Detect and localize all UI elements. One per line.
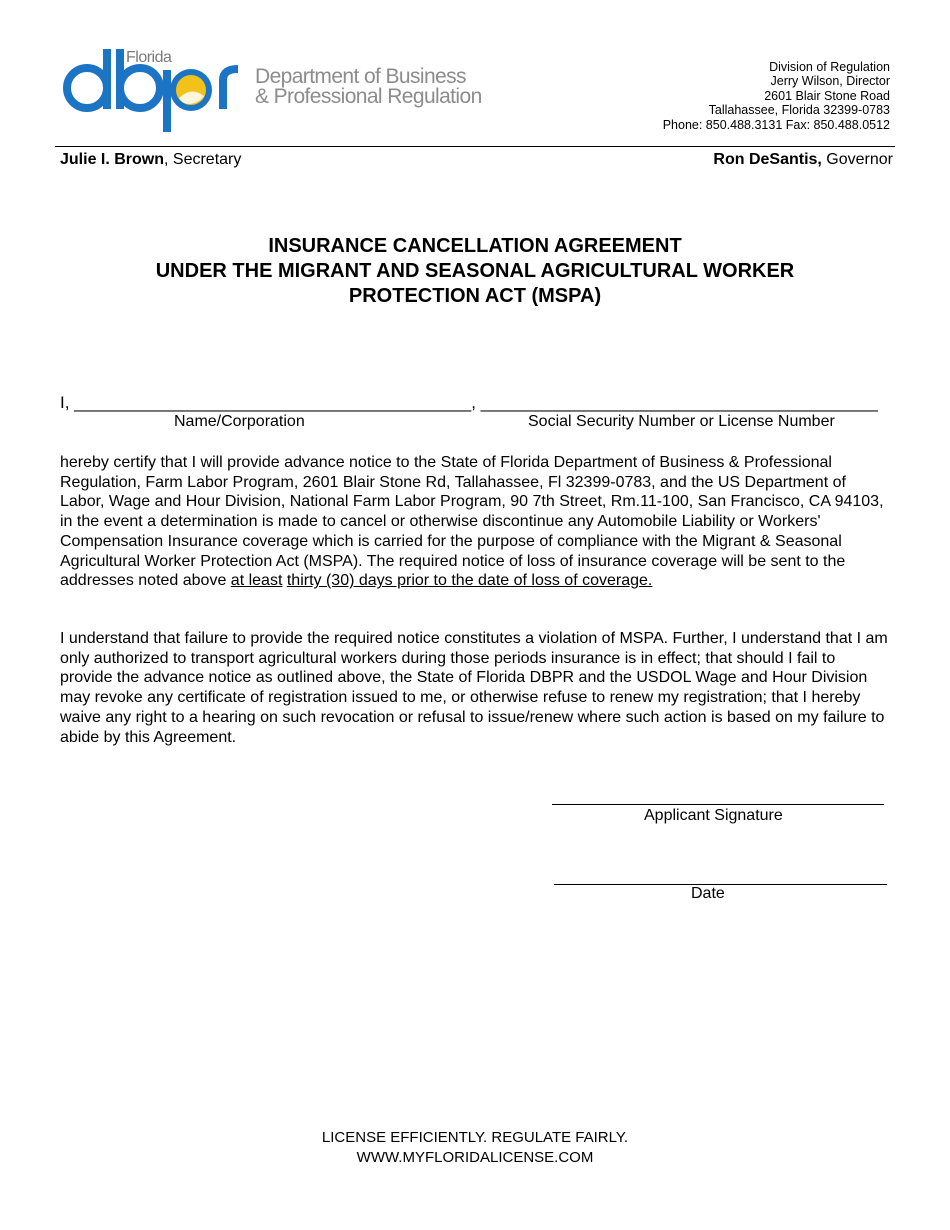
secretary-title: , Secretary [164, 151, 242, 168]
governor-line [713, 151, 893, 169]
secretary-name: Julie I. Brown [60, 151, 165, 168]
understanding-paragraph: I understand that failure to provide the required notice constitutes a violation of MSPA. Further, I understand that I am only authorized to transport agricultural workers during those periods insurance is in effect; that should I fail to provide the advance notice as outlined above, the State of Florida DBPR and the USDOL Wage and Hour Division may revoke any certificate of registration issued to me, or otherwise refuse to renew my registration; that I hereby waive any right to a hearing on such revocation or refusal to issue/renew where such action is based on my failure to abide by this Agreement. [60, 630, 888, 746]
ssn-license-label: Social Security Number or License Number [528, 413, 835, 430]
para1-underline-thirty-days: thirty (30) days prior to the date of loss of coverage. [286, 572, 653, 590]
logo-department-text [255, 67, 482, 107]
footer-motto: LICENSE EFFICIENTLY. REGULATE FAIRLY. [321, 1129, 629, 1146]
title-line-1: INSURANCE CANCELLATION AGREEMENT [268, 235, 682, 257]
fill-in-line [60, 393, 878, 413]
para1-underline-at-least: at least [230, 572, 283, 590]
division-address-block [663, 60, 890, 132]
title-line-2: UNDER THE MIGRANT AND SEASONAL AGRICULTURAL WORKER [155, 260, 795, 282]
footer-website: WWW.MYFLORIDALICENSE.COM [356, 1149, 594, 1166]
certification-paragraph [60, 453, 890, 591]
governor-name: Ron DeSantis, [713, 151, 822, 168]
secretary-line [60, 151, 241, 169]
header-divider [55, 146, 895, 147]
footer [0, 1128, 950, 1168]
title-line-3: PROTECTION ACT (MSPA) [348, 285, 602, 307]
name-corporation-label: Name/Corporation [174, 413, 305, 430]
ssn-license-field[interactable]: __________________________________________ [480, 393, 878, 412]
para1-text: hereby certify that I will provide advance notice to the State of Florida Department of Business & Professional Regulation, Farm Labor Program, 2601 Blair Stone Rd, Tallahassee, Fl 32399-0783, and the US Department of Labor, Wage and Hour Division, National Farm Labor Program, 90 7th Street, Rm.11-100, San Francisco, CA 94103, in the event a determination is made to cancel or otherwise discontinue any Automobile Liability or Workers' Compensation Insurance coverage which is carried for the purpose of compliance with the Migrant & Seasonal Agricultural Worker Protection Act (MSPA). The required notice of loss of insurance coverage will be sent to the addresses noted above [60, 454, 884, 590]
governor-title: Governor [821, 151, 893, 168]
applicant-signature-field[interactable] [552, 804, 884, 805]
division-name: Division of Regulation [769, 60, 890, 74]
logo-dept-line1: Department of Business [255, 65, 466, 88]
city-state-zip: Tallahassee, Florida 32399-0783 [708, 103, 890, 118]
date-label: Date [691, 885, 725, 902]
name-corporation-field[interactable]: __________________________________________ [74, 393, 472, 412]
logo-florida-text: Florida [126, 49, 172, 66]
phone-fax: Phone: 850.488.3131 Fax: 850.488.0512 [662, 117, 890, 132]
applicant-signature-label: Applicant Signature [644, 807, 783, 824]
director-name: Jerry Wilson, Director [770, 74, 890, 89]
fill-comma: , [471, 393, 481, 412]
fill-prefix: I, [60, 393, 75, 412]
document-title [0, 234, 950, 309]
street-address: 2601 Blair Stone Road [764, 88, 890, 103]
logo-dept-line2: & Professional Regulation [255, 85, 482, 108]
